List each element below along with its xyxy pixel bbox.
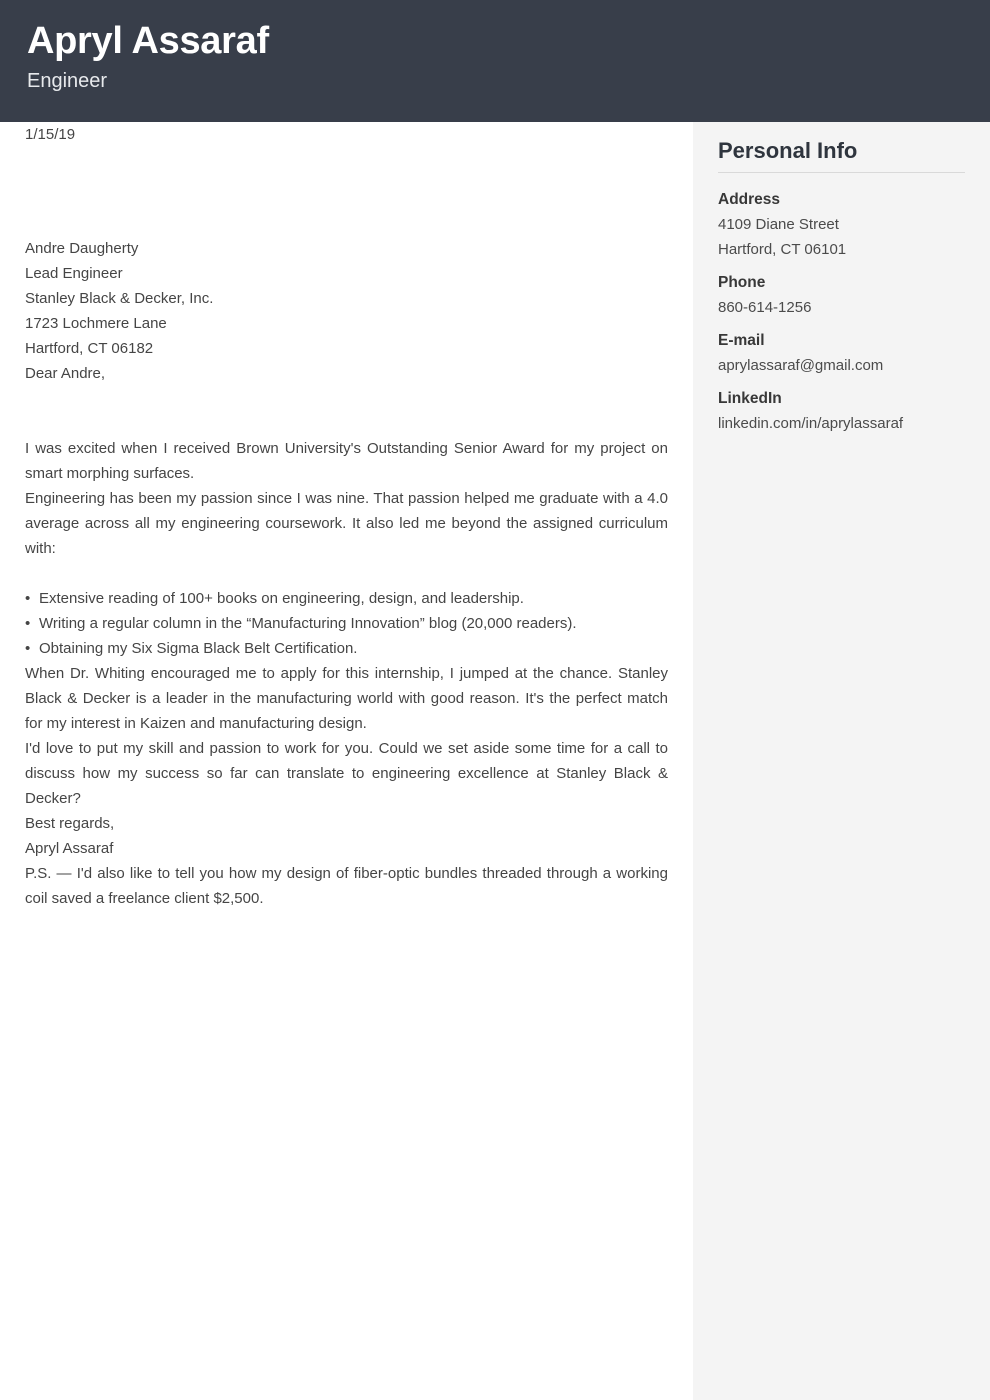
achievement-list (25, 586, 668, 661)
sidebar-section-email (718, 328, 965, 378)
person-job-title: Engineer (27, 70, 108, 92)
list-item (25, 611, 668, 636)
linkedin-value: linkedin.com/in/aprylassaraf (718, 415, 904, 432)
bullet-icon: • (25, 615, 31, 632)
salutation: Dear Andre, (25, 365, 106, 382)
list-item (25, 586, 668, 611)
recipient-city: Hartford, CT 06182 (25, 340, 154, 357)
address-street: 4109 Diane Street (718, 216, 839, 233)
list-item (25, 636, 668, 661)
paragraph-internship: When Dr. Whiting encouraged me to apply for this internship, I jumped at the chance. Stanley Black & Decker is a leader in the manufacturing world with good reason. It's the perfect match for my interest in Kaizen and manufacturing design. (25, 665, 668, 732)
address-label: Address (718, 191, 781, 208)
postscript: P.S. — I'd also like to tell you how my design of fiber-optic bundles threaded through a working coil saved a freelance client $2,500. (25, 865, 668, 907)
list-item-text: Obtaining my Six Sigma Black Belt Certification. (39, 640, 358, 657)
email-value: aprylassaraf@gmail.com (718, 357, 884, 374)
paragraph-intro: I was excited when I received Brown University's Outstanding Senior Award for my project on smart morphing surfaces. (25, 440, 668, 482)
list-item-text: Extensive reading of 100+ books on engineering, design, and leadership. (39, 590, 524, 607)
paragraph-passion: Engineering has been my passion since I was nine. That passion helped me graduate with a 4.0 average across all my engineering coursework. It also led me beyond the assigned curriculum with: (25, 490, 668, 557)
signature: Apryl Assaraf (25, 840, 114, 857)
closing: Best regards, (25, 815, 115, 832)
content-area (0, 122, 990, 1400)
sidebar-section-phone (718, 270, 965, 320)
address-city: Hartford, CT 06101 (718, 241, 847, 258)
sidebar-section-address (718, 187, 965, 262)
personal-info-sidebar (693, 122, 990, 1400)
recipient-name: Andre Daugherty (25, 240, 139, 257)
email-label: E-mail (718, 332, 765, 349)
header-band (0, 0, 990, 122)
bullet-icon: • (25, 640, 31, 657)
letter-date: 1/15/19 (25, 126, 76, 143)
list-item-text: Writing a regular column in the “Manufacturing Innovation” blog (20,000 readers). (39, 615, 577, 632)
sidebar-section-linkedin (718, 386, 965, 436)
phone-value: 860-614-1256 (718, 299, 812, 316)
person-name: Apryl Assaraf (27, 20, 269, 62)
linkedin-label: LinkedIn (718, 390, 782, 407)
sidebar-title: Personal Info (718, 138, 965, 173)
bullet-icon: • (25, 590, 31, 607)
recipient-street: 1723 Lochmere Lane (25, 315, 167, 332)
recipient-role: Lead Engineer (25, 265, 123, 282)
paragraph-call-to-action: I'd love to put my skill and passion to work for you. Could we set aside some time for a call to discuss how my success so far can translate to engineering excellence at Stanley Black & Decker? (25, 740, 668, 807)
letter-column (0, 122, 693, 1400)
recipient-company: Stanley Black & Decker, Inc. (25, 290, 214, 307)
recipient-block (25, 236, 668, 361)
phone-label: Phone (718, 274, 766, 291)
